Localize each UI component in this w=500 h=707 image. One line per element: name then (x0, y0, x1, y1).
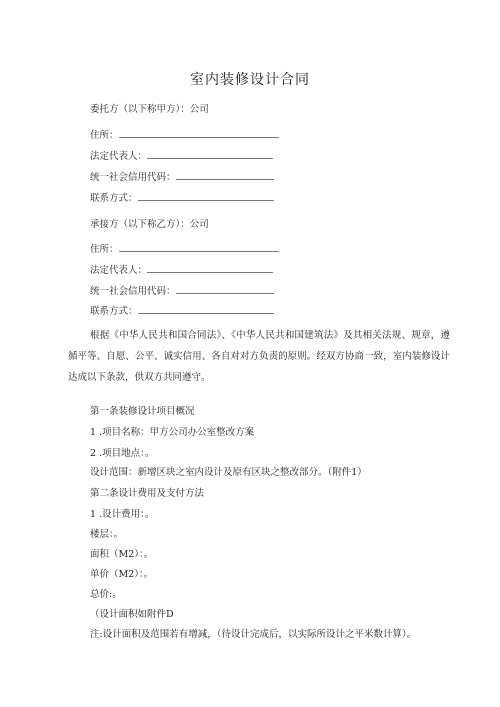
party-b-contact-label: 联系方式： (90, 306, 138, 317)
party-b-heading: 承接方（以下称乙方）：公司 (90, 219, 209, 230)
article-2-total-price: 总价:。 (90, 589, 122, 600)
party-a-address-blank (119, 126, 279, 138)
party-b-rep-blank (147, 261, 273, 273)
document-title: 室内装修设计合同 (190, 72, 310, 88)
party-b-address-label: 住所： (90, 244, 119, 255)
party-b-contact-blank (138, 302, 274, 314)
article-2-remark: 注:设计面积及范围若有增减，（待设计完成后，以实际所设计之平米数计算）。 (90, 629, 417, 640)
party-b-address-row (90, 240, 279, 257)
party-a-credit-row (90, 168, 274, 185)
party-a-heading: 委托方（以下称甲方）：公司 (90, 104, 209, 115)
party-a-rep-label: 法定代表人： (90, 151, 148, 162)
party-b-address-blank (119, 240, 279, 252)
article-2-floor: 楼层：。 (90, 529, 124, 540)
preamble-paragraph: 根据《中华人民共和国合同法》、《中华人民共和国建筑法》及其相关法规、规章，遵循平等、自愿、公平、诚实信用、各自对对方负责的原则。经双方协商一致，室内装修设计达成以下条款，供双方共同遵守。 (68, 330, 450, 383)
article-2-area-note: （设计面积如附件D (90, 609, 174, 620)
party-a-rep-row (90, 147, 273, 164)
article-1-scope: 设计范围：新增区块之室内设计及原有区块之整改部分。（附件1） (90, 467, 367, 478)
article-2-fee: 1 .设计费用：。 (90, 509, 155, 520)
party-a-contact-row (90, 189, 274, 206)
article-1-item-1: 1 .项目名称：甲方公司办公室整改方案 (90, 427, 255, 438)
party-a-rep-blank (147, 147, 273, 159)
article-1-item-2: 2 .项目地点：。 (90, 448, 155, 459)
party-a-contact-blank (138, 189, 274, 201)
party-b-credit-row (90, 282, 274, 299)
party-a-credit-blank (176, 168, 274, 180)
party-a-address-label: 住所： (90, 130, 119, 141)
party-b-credit-blank (176, 282, 274, 294)
party-b-rep-label: 法定代表人： (90, 265, 148, 276)
party-b-rep-row (90, 261, 273, 278)
article-2-area: 面积（M2）：。 (90, 549, 154, 560)
party-b-credit-label: 统一社会信用代码： (90, 286, 176, 297)
party-a-address-row (90, 126, 279, 143)
article-2-unit-price: 单价（M2）：。 (90, 569, 154, 580)
party-a-credit-label: 统一社会信用代码： (90, 172, 176, 183)
party-b-contact-row (90, 302, 274, 319)
party-a-contact-label: 联系方式： (90, 193, 138, 204)
article-1-heading: 第一条装修设计项目概况 (90, 406, 195, 417)
article-2-heading: 第二条设计费用及支付方法 (90, 488, 205, 499)
